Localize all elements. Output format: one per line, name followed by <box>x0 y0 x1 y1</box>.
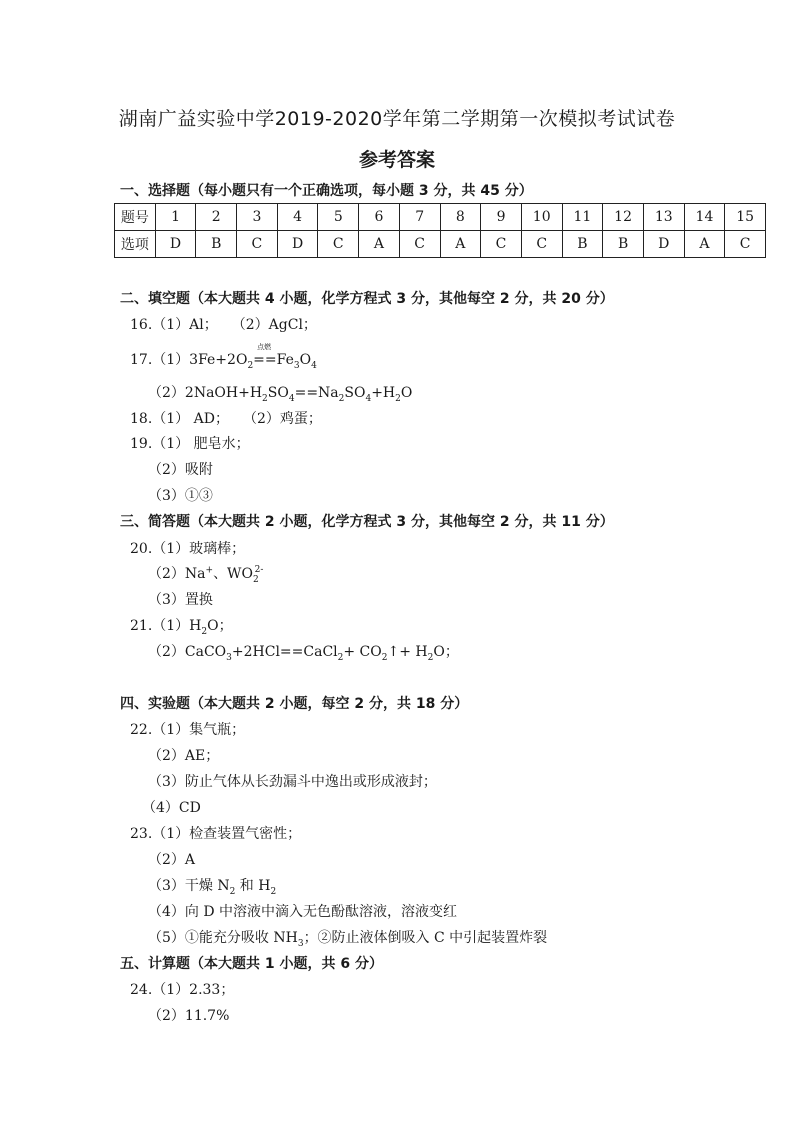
answer-choice-cell: C <box>237 231 278 258</box>
answer-choice-cell: B <box>603 231 644 258</box>
question-number-cell: 9 <box>481 204 522 231</box>
answer-choice-cell: C <box>481 231 522 258</box>
document-title: 湖南广益实验中学2019-2020学年第二学期第一次模拟考试试卷 <box>118 108 676 130</box>
answer-choice-cell: C <box>725 231 766 258</box>
answer-17-2: $(2)2NaOH+H_2SO_4==Na_2SO_4+H_2O$ <box>148 385 413 404</box>
table-row-choices <box>115 231 766 258</box>
question-number-cell: 7 <box>399 204 440 231</box>
answer-choice-cell: C <box>399 231 440 258</box>
question-number-cell: 15 <box>725 204 766 231</box>
question-number-cell: 12 <box>603 204 644 231</box>
answer-22-1: 22.（1）集气瓶； <box>130 722 246 738</box>
section-4-heading: 四、实验题（本大题共 2 小题，每空 2 分，共 18 分） <box>120 696 469 712</box>
answer-choice-cell: D <box>155 231 196 258</box>
answer-16: 16.（1）Al； （2）AgCl； <box>130 317 317 333</box>
answer-23-4: （4）向 D 中溶液中滴入无色酚酞溶液，溶液变红 <box>148 904 458 920</box>
answer-21-1: $21.(1)H_2O$； <box>130 618 233 637</box>
answer-17-1: $17.(1)3Fe+2O_2$ 点燃 $==Fe_3O_4$ <box>130 343 317 371</box>
question-number-cell: 14 <box>684 204 725 231</box>
answer-choice-cell: C <box>318 231 359 258</box>
answer-choice-cell: D <box>277 231 318 258</box>
answer-19-1: 19.（1） 肥皂水； <box>130 436 250 452</box>
answer-23-5: （5）①能充分吸收 $NH_3$；②防止液体倒吸入 C 中引起装置炸裂 <box>148 930 548 949</box>
answer-23-2: （2）A <box>148 852 196 868</box>
answer-choice-cell: B <box>562 231 603 258</box>
row-label-choices: 选项 <box>115 231 156 258</box>
question-number-cell: 11 <box>562 204 603 231</box>
question-number-cell: 1 <box>155 204 196 231</box>
answer-24-1: 24.（1）2.33； <box>130 982 235 998</box>
answer-20-3: （3）置换 <box>148 592 213 608</box>
question-number-cell: 8 <box>440 204 481 231</box>
answer-choice-cell: C <box>521 231 562 258</box>
answer-22-4: （4）CD <box>142 800 201 816</box>
answer-choice-cell: D <box>643 231 684 258</box>
section-2-heading: 二、填空题（本大题共 4 小题，化学方程式 3 分，其他每空 2 分，共 20 分） <box>120 291 614 307</box>
answer-23-1: 23.（1）检查装置气密性； <box>130 826 302 842</box>
answer-22-2: （2）AE； <box>148 748 220 764</box>
section-5-heading: 五、计算题（本大题共 1 小题，共 6 分） <box>120 956 383 972</box>
table-row-numbers <box>115 204 766 231</box>
answer-key-subtitle: 参考答案 <box>358 149 435 171</box>
answer-20-2: （2）Na+、$WO_2^{2-}$ <box>148 565 264 585</box>
answer-22-3: （3）防止气体从长劲漏斗中逸出或形成液封； <box>148 774 437 790</box>
answer-24-2: （2）11.7% <box>148 1008 230 1024</box>
answer-18: 18.（1） AD； （2）鸡蛋； <box>130 411 322 427</box>
section-1-heading: 一、选择题（每小题只有一个正确选项，每小题 3 分，共 45 分） <box>120 183 533 199</box>
answer-19-2: （2）吸附 <box>148 462 213 478</box>
question-number-cell: 6 <box>359 204 400 231</box>
answer-choice-cell: A <box>684 231 725 258</box>
section-3-heading: 三、简答题（本大题共 2 小题，化学方程式 3 分，其他每空 2 分，共 11 分） <box>120 514 614 530</box>
question-number-cell: 4 <box>277 204 318 231</box>
question-number-cell: 5 <box>318 204 359 231</box>
reaction-condition: 点燃 <box>257 343 272 351</box>
answer-choice-cell: B <box>196 231 237 258</box>
answer-table <box>114 203 766 258</box>
question-number-cell: 13 <box>643 204 684 231</box>
answer-23-3: （3）干燥 $N_2$ 和 $H_2$ <box>148 878 277 897</box>
answer-19-3: （3）①③ <box>148 488 213 504</box>
question-number-cell: 10 <box>521 204 562 231</box>
answer-20-1: 20.（1）玻璃棒； <box>130 541 246 557</box>
answer-choice-cell: A <box>359 231 400 258</box>
question-number-cell: 2 <box>196 204 237 231</box>
row-label-numbers: 题号 <box>115 204 156 231</box>
question-number-cell: 3 <box>237 204 278 231</box>
answer-21-2: （2）CaCO$_3$+2HCl==CaCl$_2$+ $CO_2↑+ H_2O$； <box>148 644 459 663</box>
answer-choice-cell: A <box>440 231 481 258</box>
